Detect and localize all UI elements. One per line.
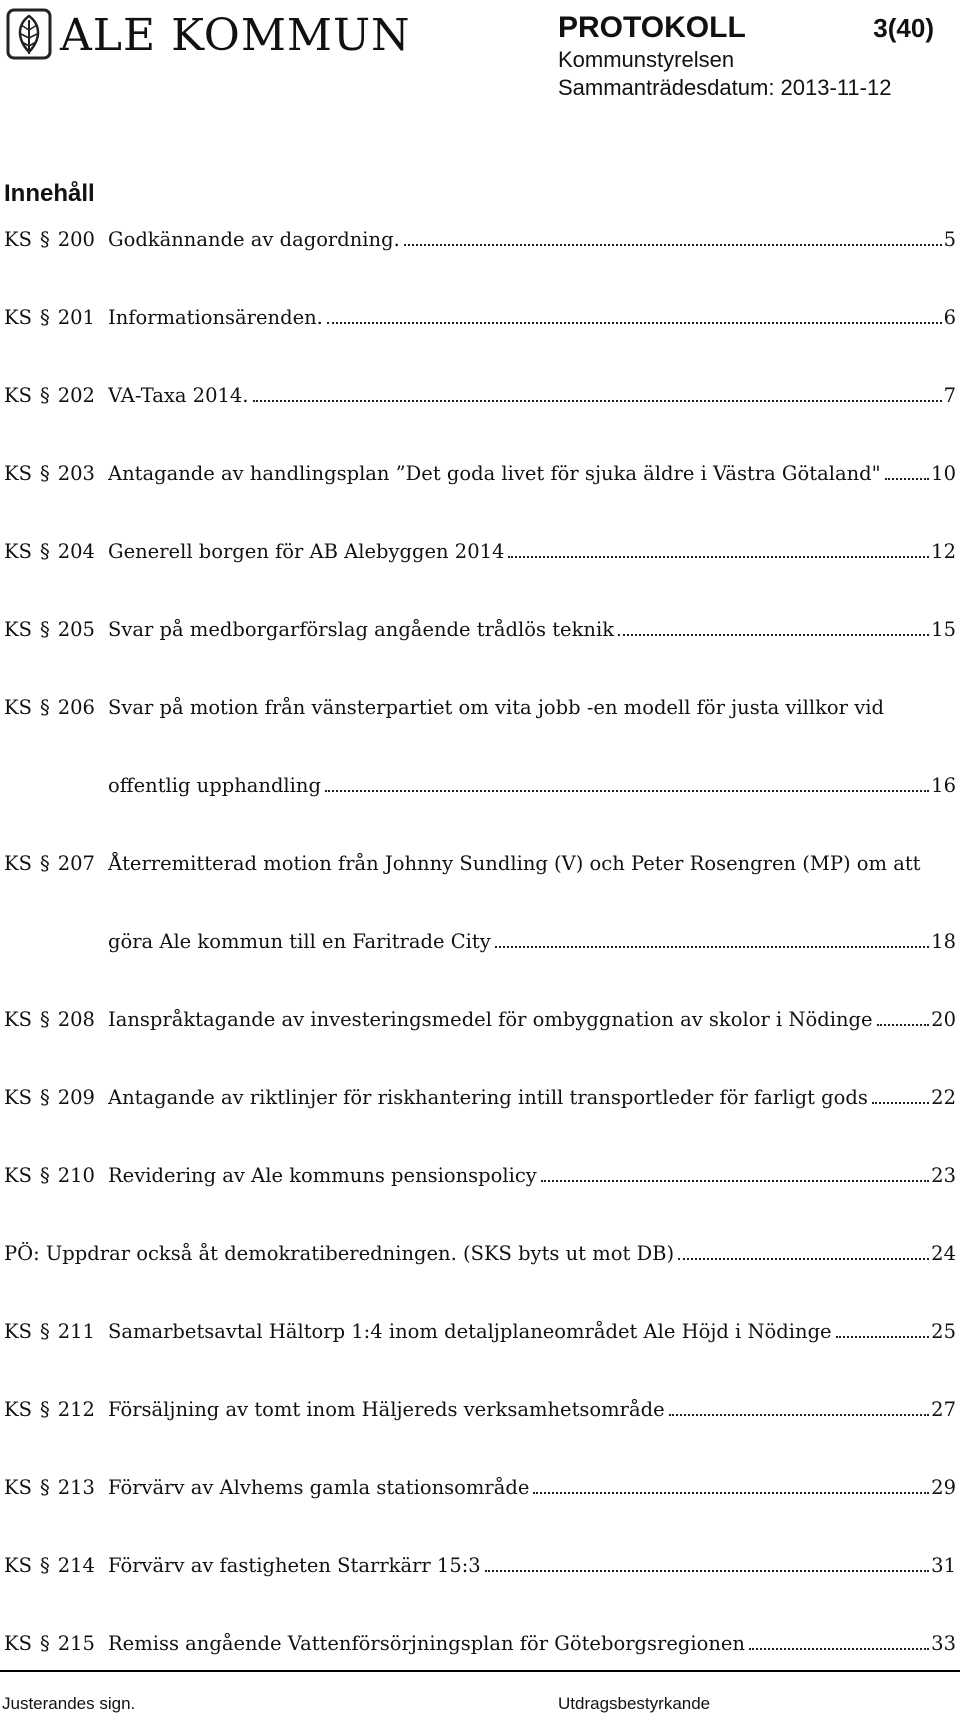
entry-prefix: KS xyxy=(4,1554,32,1577)
entry-prefix: KS xyxy=(4,1320,32,1343)
entry-prefix: KS xyxy=(4,228,32,251)
toc-entry-title: Förvärv av Alvhems gamla stationsområde xyxy=(108,1476,530,1499)
section-sign: § xyxy=(39,1398,50,1421)
entry-number: 207 xyxy=(57,852,95,875)
entry-number: 203 xyxy=(57,462,95,485)
section-sign: § xyxy=(39,618,50,641)
toc-entry-title: Godkännande av dagordning. xyxy=(108,228,400,251)
toc-entry-page: 25 xyxy=(931,1320,956,1343)
entry-prefix: KS xyxy=(4,462,32,485)
toc-entry-page: 20 xyxy=(931,1008,956,1031)
dot-leader xyxy=(669,1414,930,1416)
logo-wordmark: ALE KOMMUN xyxy=(60,10,411,61)
toc-entry-title: Samarbetsavtal Hältorp 1:4 inom detaljplaneområdet Ale Höjd i Nödinge xyxy=(108,1320,832,1343)
page-header xyxy=(0,0,960,110)
toc-entry-page: 5 xyxy=(943,228,956,251)
entry-number: 209 xyxy=(57,1086,95,1109)
toc-entry-title: offentlig upphandling xyxy=(108,774,321,797)
entry-number: 205 xyxy=(57,618,95,641)
toc-entry-title: Antagande av handlingsplan ”Det goda livet för sjuka äldre i Västra Götaland" xyxy=(108,462,881,485)
toc-entry-title: Revidering av Ale kommuns pensionspolicy xyxy=(108,1164,537,1187)
section-sign: § xyxy=(39,1554,50,1577)
dot-leader xyxy=(749,1648,929,1650)
toc-entry-title: Förvärv av fastigheten Starrkärr 15:3 xyxy=(108,1554,481,1577)
adjuster-signature-label: Justerandes sign. xyxy=(2,1694,136,1713)
section-sign: § xyxy=(39,696,50,719)
entry-prefix: KS xyxy=(4,1632,32,1655)
toc-entry-title: Svar på motion från vänsterpartiet om vita jobb -en modell för justa villkor vid xyxy=(108,696,884,719)
entry-prefix: KS xyxy=(4,618,32,641)
toc-entry[interactable] xyxy=(4,852,956,1024)
entry-number: 212 xyxy=(57,1398,95,1421)
entry-number: 211 xyxy=(57,1320,95,1343)
entry-number: 213 xyxy=(57,1476,95,1499)
section-sign: § xyxy=(39,1008,50,1031)
section-sign: § xyxy=(39,1086,50,1109)
section-sign: § xyxy=(39,852,50,875)
entry-prefix: KS xyxy=(4,1008,32,1031)
toc-entry-number xyxy=(4,1554,95,1577)
toc-entry-number xyxy=(4,1320,95,1343)
toc-entry-title: Informationsärenden. xyxy=(108,306,323,329)
entry-number: 208 xyxy=(57,1008,95,1031)
document-type: PROTOKOLL xyxy=(558,11,746,44)
entry-number: 200 xyxy=(57,228,95,251)
toc-entry-page: 22 xyxy=(931,1086,956,1109)
toc-entry-page: 24 xyxy=(931,1242,956,1265)
toc-entry-page: 6 xyxy=(943,306,956,329)
dot-leader xyxy=(485,1570,929,1572)
section-sign: § xyxy=(39,1320,50,1343)
dot-leader xyxy=(325,790,929,792)
dot-leader xyxy=(404,244,942,246)
section-sign: § xyxy=(39,306,50,329)
entry-number: 210 xyxy=(57,1164,95,1187)
entry-number: 214 xyxy=(57,1554,95,1577)
ale-kommun-logo xyxy=(6,6,446,62)
toc-entry[interactable] xyxy=(4,696,956,868)
dot-leader xyxy=(533,1492,929,1494)
dot-leader xyxy=(327,322,942,324)
entry-number: 202 xyxy=(57,384,95,407)
toc-entry-number xyxy=(4,852,95,875)
entry-number: 204 xyxy=(57,540,95,563)
toc-entry-page: 27 xyxy=(931,1398,956,1421)
toc-entry-number xyxy=(4,1164,95,1187)
entry-prefix: KS xyxy=(4,1086,32,1109)
toc-entry-number xyxy=(4,1008,95,1031)
footer-divider xyxy=(0,1670,960,1672)
toc-entry-number xyxy=(4,1086,95,1109)
toc-entry-number xyxy=(4,1476,95,1499)
toc-entry-title: PÖ: Uppdrar också åt demokratiberedningen. (SKS byts ut mot DB) xyxy=(4,1242,675,1265)
toc-entry-number xyxy=(4,696,95,719)
toc-entry-title: Återremitterad motion från Johnny Sundling (V) och Peter Rosengren (MP) om att xyxy=(108,852,921,875)
toc-entry-title: Försäljning av tomt inom Häljereds verksamhetsområde xyxy=(108,1398,665,1421)
toc-entry-number xyxy=(4,462,95,485)
toc-entry-title: göra Ale kommun till en Faritrade City xyxy=(108,930,491,953)
entry-prefix: KS xyxy=(4,540,32,563)
table-of-contents xyxy=(4,228,956,1726)
toc-entry-page: 10 xyxy=(931,462,956,485)
entry-prefix: KS xyxy=(4,1398,32,1421)
entry-prefix: KS xyxy=(4,852,32,875)
entry-number: 215 xyxy=(57,1632,95,1655)
dot-leader xyxy=(618,634,929,636)
toc-entry-title: Ianspråktagande av investeringsmedel för ombyggnation av skolor i Nödinge xyxy=(108,1008,873,1031)
toc-entry-number xyxy=(4,384,95,407)
toc-entry-number xyxy=(4,1398,95,1421)
toc-entry-title: Remiss angående Vattenförsörjningsplan för Göteborgsregionen xyxy=(108,1632,745,1655)
dot-leader xyxy=(872,1102,929,1104)
toc-entry-page: 23 xyxy=(931,1164,956,1187)
toc-entry-page: 15 xyxy=(931,618,956,641)
dot-leader xyxy=(836,1336,930,1338)
toc-entry-number xyxy=(4,618,95,641)
toc-entry-title: Antagande av riktlinjer för riskhantering intill transportleder för farligt gods xyxy=(108,1086,868,1109)
toc-entry-number xyxy=(4,306,95,329)
toc-entry-title: Generell borgen för AB Alebyggen 2014 xyxy=(108,540,505,563)
section-sign: § xyxy=(39,1632,50,1655)
dot-leader xyxy=(877,1024,930,1026)
section-sign: § xyxy=(39,462,50,485)
toc-entry-page: 18 xyxy=(931,930,956,953)
toc-entry-page: 33 xyxy=(931,1632,956,1655)
toc-entry-page: 29 xyxy=(931,1476,956,1499)
page-number: 3(40) xyxy=(873,13,934,43)
entry-prefix: KS xyxy=(4,696,32,719)
dot-leader xyxy=(885,478,930,480)
entry-number: 201 xyxy=(57,306,95,329)
toc-entry-page: 7 xyxy=(943,384,956,407)
dot-leader xyxy=(508,556,929,558)
leaf-emblem-icon xyxy=(6,8,52,60)
section-sign: § xyxy=(39,1476,50,1499)
meeting-date: Sammanträdesdatum: 2013-11-12 xyxy=(558,75,892,100)
issuing-body: Kommunstyrelsen xyxy=(558,47,735,72)
entry-prefix: KS xyxy=(4,384,32,407)
entry-prefix: KS xyxy=(4,306,32,329)
toc-entry-number xyxy=(4,540,95,563)
dot-leader xyxy=(495,946,929,948)
dot-leader xyxy=(253,400,942,402)
section-sign: § xyxy=(39,384,50,407)
dot-leader xyxy=(678,1258,929,1260)
section-sign: § xyxy=(39,228,50,251)
toc-entry-page: 12 xyxy=(931,540,956,563)
toc-entry-number xyxy=(4,228,95,251)
toc-entry-page: 16 xyxy=(931,774,956,797)
toc-entry-page: 31 xyxy=(931,1554,956,1577)
entry-prefix: KS xyxy=(4,1476,32,1499)
section-sign: § xyxy=(39,540,50,563)
section-sign: § xyxy=(39,1164,50,1187)
toc-entry-number xyxy=(4,1632,95,1655)
toc-entry-title: Svar på medborgarförslag angående trådlös teknik xyxy=(108,618,615,641)
page-footer xyxy=(0,1670,960,1730)
toc-heading: Innehåll xyxy=(4,180,95,207)
entry-prefix: KS xyxy=(4,1164,32,1187)
dot-leader xyxy=(541,1180,929,1182)
extract-certification-label: Utdragsbestyrkande xyxy=(558,1694,711,1713)
entry-number: 206 xyxy=(57,696,95,719)
toc-entry-title: VA-Taxa 2014. xyxy=(108,384,249,407)
document-meta xyxy=(558,10,958,102)
